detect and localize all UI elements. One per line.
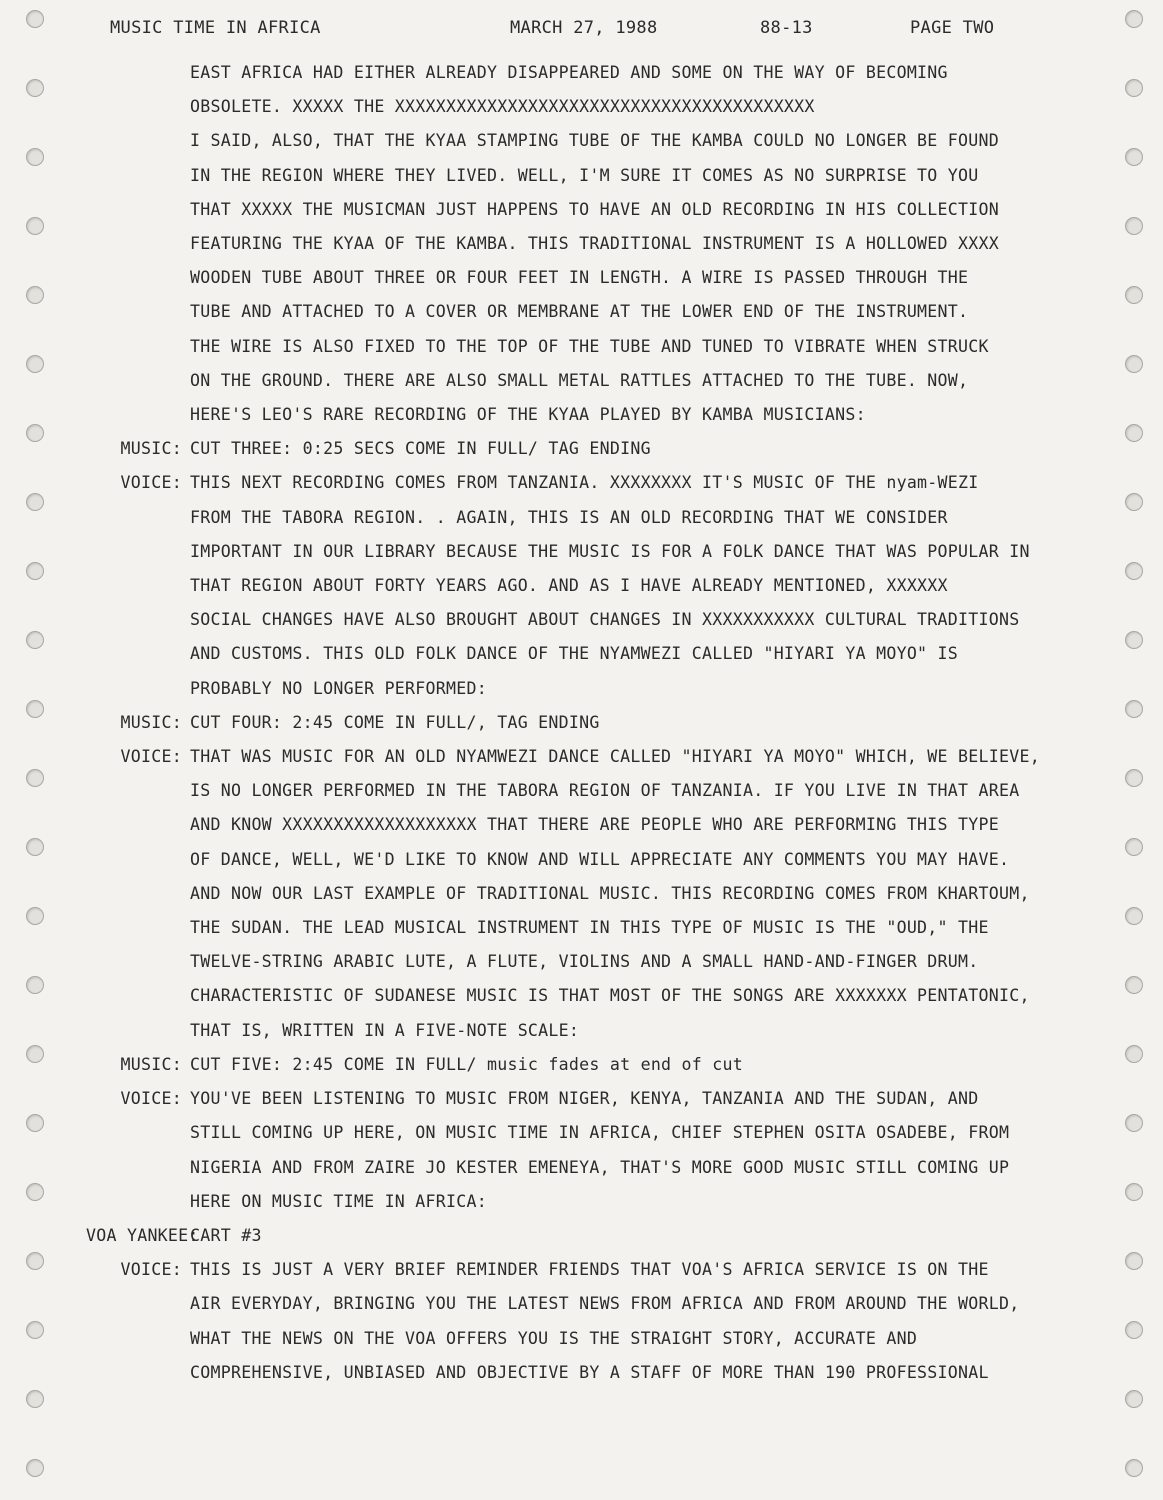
perforation-hole bbox=[26, 1252, 44, 1270]
script-line bbox=[86, 1253, 1136, 1287]
script-line bbox=[86, 603, 1136, 637]
perforation-hole bbox=[26, 286, 44, 304]
speaker-label: VOA YANKEE: bbox=[86, 1225, 199, 1245]
speaker-label bbox=[86, 1014, 190, 1048]
script-line bbox=[86, 979, 1136, 1013]
speaker-label: MUSIC: bbox=[120, 439, 182, 459]
speaker-label bbox=[86, 945, 190, 979]
speaker-label bbox=[86, 90, 190, 124]
speaker-label bbox=[86, 843, 190, 877]
speaker-label: VOICE: bbox=[120, 1260, 182, 1280]
script-line bbox=[86, 706, 1136, 740]
speaker-label bbox=[86, 364, 190, 398]
line-text: THAT IS, WRITTEN IN A FIVE-NOTE SCALE: bbox=[190, 1020, 580, 1040]
perforation-hole bbox=[26, 424, 44, 442]
script-line bbox=[86, 364, 1136, 398]
perforation-hole bbox=[1125, 1459, 1143, 1477]
speaker-label bbox=[86, 330, 190, 364]
perforation-hole bbox=[26, 355, 44, 373]
line-text: AND NOW OUR LAST EXAMPLE OF TRADITIONAL MUSIC. THIS RECORDING COMES FROM KHARTOUM, bbox=[190, 883, 1030, 903]
script-line bbox=[86, 398, 1136, 432]
speaker-label bbox=[86, 1116, 190, 1150]
perforation-hole bbox=[26, 79, 44, 97]
line-text: I SAID, ALSO, THAT THE KYAA STAMPING TUBE OF THE KAMBA COULD NO LONGER BE FOUND bbox=[190, 131, 999, 151]
speaker-label bbox=[86, 877, 190, 911]
script-line bbox=[86, 740, 1136, 774]
line-text: THAT REGION ABOUT FORTY YEARS AGO. AND AS I HAVE ALREADY MENTIONED, XXXXXX bbox=[190, 576, 948, 596]
speaker-label bbox=[86, 1185, 190, 1219]
speaker-label bbox=[86, 1151, 190, 1185]
perforation-hole bbox=[26, 838, 44, 856]
speaker-label bbox=[86, 124, 190, 158]
script-line bbox=[86, 911, 1136, 945]
script-line bbox=[86, 877, 1136, 911]
script-line bbox=[86, 808, 1136, 842]
line-text: EAST AFRICA HAD EITHER ALREADY DISAPPEARED AND SOME ON THE WAY OF BECOMING bbox=[190, 63, 948, 82]
perforation-hole bbox=[26, 1321, 44, 1339]
perforation-hole bbox=[1125, 10, 1143, 28]
perforation-hole bbox=[26, 1183, 44, 1201]
perforation-hole bbox=[26, 700, 44, 718]
line-text: NIGERIA AND FROM ZAIRE JO KESTER EMENEYA, THAT'S MORE GOOD MUSIC STILL COMING UP bbox=[190, 1157, 1010, 1177]
line-text: THIS IS JUST A VERY BRIEF REMINDER FRIENDS THAT VOA'S AFRICA SERVICE IS ON THE bbox=[190, 1260, 989, 1280]
script-line bbox=[86, 1116, 1136, 1150]
script-line bbox=[86, 1356, 1136, 1390]
line-text: COMPREHENSIVE, UNBIASED AND OBJECTIVE BY A STAFF OF MORE THAN 190 PROFESSIONAL bbox=[190, 1362, 989, 1382]
line-text: OBSOLETE. XXXXX THE XXXXXXXXXXXXXXXXXXXXXXXXXXXXXXXXXXXXXXXXX bbox=[190, 97, 815, 117]
script-line bbox=[86, 1048, 1136, 1082]
line-text: AND CUSTOMS. THIS OLD FOLK DANCE OF THE NYAMWEZI CALLED "HIYARI YA MOYO" IS bbox=[190, 644, 959, 664]
line-text: THAT XXXXX THE MUSICMAN JUST HAPPENS TO HAVE AN OLD RECORDING IN HIS COLLECTION bbox=[190, 199, 999, 219]
script-line bbox=[86, 501, 1136, 535]
script-line bbox=[86, 90, 1136, 124]
line-text: THIS NEXT RECORDING COMES FROM TANZANIA. XXXXXXXX IT'S MUSIC OF THE nyam-WEZI bbox=[190, 473, 979, 493]
speaker-label: MUSIC: bbox=[120, 1054, 182, 1074]
page-header bbox=[110, 18, 1043, 46]
script-line bbox=[86, 637, 1136, 671]
speaker-label bbox=[86, 295, 190, 329]
perforation-hole bbox=[26, 562, 44, 580]
line-text: CART #3 bbox=[190, 1225, 262, 1245]
speaker-label: VOICE: bbox=[120, 747, 182, 767]
perforation-hole bbox=[26, 907, 44, 925]
script-line bbox=[86, 159, 1136, 193]
script-line bbox=[86, 227, 1136, 261]
perforation-hole bbox=[26, 1114, 44, 1132]
speaker-label bbox=[86, 535, 190, 569]
script-line bbox=[86, 261, 1136, 295]
script-line bbox=[86, 945, 1136, 979]
script-line bbox=[86, 569, 1136, 603]
perforation-hole bbox=[26, 148, 44, 166]
speaker-label: VOICE: bbox=[120, 473, 182, 493]
script-line bbox=[86, 466, 1136, 500]
perforation-hole bbox=[26, 769, 44, 787]
script-line bbox=[86, 56, 1136, 90]
line-text: HERE'S LEO'S RARE RECORDING OF THE KYAA PLAYED BY KAMBA MUSICIANS: bbox=[190, 405, 866, 425]
speaker-label bbox=[86, 1287, 190, 1321]
speaker-label bbox=[86, 193, 190, 227]
line-text: YOU'VE BEEN LISTENING TO MUSIC FROM NIGER, KENYA, TANZANIA AND THE SUDAN, AND bbox=[190, 1089, 979, 1109]
script-line bbox=[86, 1014, 1136, 1048]
line-text: ON THE GROUND. THERE ARE ALSO SMALL METAL RATTLES ATTACHED TO THE TUBE. NOW, bbox=[190, 370, 969, 390]
line-text: FEATURING THE KYAA OF THE KAMBA. THIS TRADITIONAL INSTRUMENT IS A HOLLOWED XXXX bbox=[190, 234, 999, 254]
script-line bbox=[86, 295, 1136, 329]
line-text: FROM THE TABORA REGION. . AGAIN, THIS IS AN OLD RECORDING THAT WE CONSIDER bbox=[190, 507, 948, 527]
line-text: IS NO LONGER PERFORMED IN THE TABORA REGION OF TANZANIA. IF YOU LIVE IN THAT AREA bbox=[190, 781, 1020, 801]
perforation-hole bbox=[26, 1390, 44, 1408]
perforation-hole bbox=[26, 1459, 44, 1477]
line-text: PROBABLY NO LONGER PERFORMED: bbox=[190, 678, 487, 698]
speaker-label bbox=[86, 637, 190, 671]
script-line bbox=[86, 1082, 1136, 1116]
speaker-label bbox=[86, 1322, 190, 1356]
script-line bbox=[86, 774, 1136, 808]
speaker-label bbox=[86, 979, 190, 1013]
script-line bbox=[86, 193, 1136, 227]
program-title: MUSIC TIME IN AFRICA bbox=[110, 18, 321, 38]
line-text: CUT FIVE: 2:45 COME IN FULL/ music fades at end of cut bbox=[190, 1054, 743, 1074]
script-line bbox=[86, 124, 1136, 158]
speaker-label bbox=[86, 569, 190, 603]
speaker-label bbox=[86, 159, 190, 193]
script-line bbox=[86, 1287, 1136, 1321]
speaker-label bbox=[86, 227, 190, 261]
perforation-hole bbox=[26, 1045, 44, 1063]
line-text: TWELVE-STRING ARABIC LUTE, A FLUTE, VIOLINS AND A SMALL HAND-AND-FINGER DRUM. bbox=[190, 952, 979, 972]
speaker-label bbox=[86, 501, 190, 535]
speaker-label bbox=[86, 398, 190, 432]
script-body bbox=[86, 56, 1136, 1390]
line-text: THAT WAS MUSIC FOR AN OLD NYAMWEZI DANCE CALLED "HIYARI YA MOYO" WHICH, WE BELIEVE, bbox=[190, 747, 1040, 767]
line-text: CUT FOUR: 2:45 COME IN FULL/, TAG ENDING bbox=[190, 712, 600, 732]
speaker-label bbox=[86, 1356, 190, 1390]
line-text: SOCIAL CHANGES HAVE ALSO BROUGHT ABOUT CHANGES IN XXXXXXXXXXX CULTURAL TRADITIONS bbox=[190, 610, 1020, 630]
line-text: AND KNOW XXXXXXXXXXXXXXXXXXX THAT THERE ARE PEOPLE WHO ARE PERFORMING THIS TYPE bbox=[190, 815, 999, 835]
line-text: IN THE REGION WHERE THEY LIVED. WELL, I'M SURE IT COMES AS NO SURPRISE TO YOU bbox=[190, 165, 979, 185]
perforation-hole bbox=[26, 493, 44, 511]
speaker-label bbox=[86, 808, 190, 842]
line-text: IMPORTANT IN OUR LIBRARY BECAUSE THE MUSIC IS FOR A FOLK DANCE THAT WAS POPULAR IN bbox=[190, 541, 1030, 561]
speaker-label bbox=[86, 672, 190, 706]
speaker-label bbox=[86, 911, 190, 945]
line-text: WHAT THE NEWS ON THE VOA OFFERS YOU IS THE STRAIGHT STORY, ACCURATE AND bbox=[190, 1328, 918, 1348]
perforation-hole bbox=[26, 976, 44, 994]
line-text: THE SUDAN. THE LEAD MUSICAL INSTRUMENT IN THIS TYPE OF MUSIC IS THE "OUD," THE bbox=[190, 918, 989, 938]
script-line bbox=[86, 1151, 1136, 1185]
speaker-label: VOICE: bbox=[120, 1089, 182, 1109]
line-text: HERE ON MUSIC TIME IN AFRICA: bbox=[190, 1191, 487, 1211]
script-line bbox=[86, 1219, 1136, 1253]
speaker-label bbox=[86, 56, 190, 90]
line-text: WOODEN TUBE ABOUT THREE OR FOUR FEET IN LENGTH. A WIRE IS PASSED THROUGH THE bbox=[190, 268, 969, 288]
line-text: CHARACTERISTIC OF SUDANESE MUSIC IS THAT MOST OF THE SONGS ARE XXXXXXX PENTATONIC, bbox=[190, 986, 1030, 1006]
page-number: PAGE TWO bbox=[910, 18, 995, 38]
perforation-hole bbox=[1125, 1390, 1143, 1408]
script-line bbox=[86, 843, 1136, 877]
speaker-label bbox=[86, 774, 190, 808]
script-line bbox=[86, 672, 1136, 706]
line-text: STILL COMING UP HERE, ON MUSIC TIME IN AFRICA, CHIEF STEPHEN OSITA OSADEBE, FROM bbox=[190, 1123, 1010, 1143]
script-line bbox=[86, 535, 1136, 569]
left-perforation-strip bbox=[22, 0, 52, 1500]
perforation-hole bbox=[26, 217, 44, 235]
speaker-label bbox=[86, 261, 190, 295]
line-text: TUBE AND ATTACHED TO A COVER OR MEMBRANE AT THE LOWER END OF THE INSTRUMENT. bbox=[190, 302, 969, 322]
line-text: AIR EVERYDAY, BRINGING YOU THE LATEST NEWS FROM AFRICA AND FROM AROUND THE WORLD, bbox=[190, 1294, 1020, 1314]
speaker-label bbox=[86, 603, 190, 637]
perforation-hole bbox=[26, 10, 44, 28]
line-text: THE WIRE IS ALSO FIXED TO THE TOP OF THE TUBE AND TUNED TO VIBRATE WHEN STRUCK bbox=[190, 336, 989, 356]
script-date: MARCH 27, 1988 bbox=[510, 18, 658, 38]
script-line bbox=[86, 432, 1136, 466]
speaker-label: MUSIC: bbox=[120, 712, 182, 732]
script-line bbox=[86, 1322, 1136, 1356]
perforation-hole bbox=[26, 631, 44, 649]
script-number: 88-13 bbox=[760, 18, 813, 38]
line-text: OF DANCE, WELL, WE'D LIKE TO KNOW AND WILL APPRECIATE ANY COMMENTS YOU MAY HAVE. bbox=[190, 849, 1010, 869]
script-line bbox=[86, 330, 1136, 364]
line-text: CUT THREE: 0:25 SECS COME IN FULL/ TAG ENDING bbox=[190, 439, 651, 459]
script-line bbox=[86, 1185, 1136, 1219]
